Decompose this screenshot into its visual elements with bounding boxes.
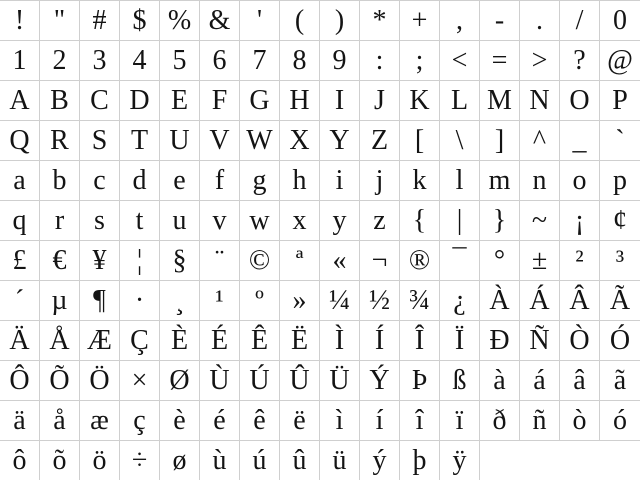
glyph-cell[interactable]: ¶ [80,281,120,321]
glyph-cell[interactable]: Ê [240,321,280,361]
glyph-cell[interactable]: T [120,121,160,161]
glyph-cell[interactable]: s [80,201,120,241]
glyph-cell[interactable]: f [200,161,240,201]
glyph-cell[interactable]: € [40,241,80,281]
glyph-cell[interactable]: 7 [240,41,280,81]
charmap-row [0,41,640,81]
glyph-cell[interactable]: Ô [0,361,40,401]
glyph-cell[interactable]: { [400,201,440,241]
glyph-cell[interactable]: » [280,281,320,321]
glyph-cell[interactable]: 6 [200,41,240,81]
glyph-cell[interactable]: é [200,401,240,441]
glyph-cell[interactable]: û [280,441,320,480]
glyph-cell[interactable]: g [240,161,280,201]
glyph-cell[interactable]: + [400,1,440,41]
glyph-cell[interactable]: ) [320,1,360,41]
glyph-cell[interactable]: ü [320,441,360,480]
glyph-cell[interactable]: 1 [0,41,40,81]
glyph-cell[interactable]: ¨ [200,241,240,281]
glyph-cell[interactable]: À [480,281,520,321]
glyph-cell[interactable]: Ï [440,321,480,361]
glyph-cell[interactable]: b [40,161,80,201]
glyph-cell[interactable]: ú [240,441,280,480]
glyph-cell[interactable]: ½ [360,281,400,321]
glyph-cell[interactable]: Ù [200,361,240,401]
glyph-cell[interactable]: î [400,401,440,441]
glyph-cell[interactable]: ë [280,401,320,441]
glyph-cell[interactable]: P [600,81,640,121]
glyph-cell[interactable]: ¸ [160,281,200,321]
glyph-cell[interactable]: Í [360,321,400,361]
glyph-cell[interactable]: q [0,201,40,241]
glyph-cell[interactable]: Ú [240,361,280,401]
glyph-cell[interactable]: 2 [40,41,80,81]
charmap-row [0,441,640,480]
glyph-cell[interactable]: Ü [320,361,360,401]
glyph-cell[interactable]: B [40,81,80,121]
glyph-cell[interactable]: Ö [80,361,120,401]
glyph-cell[interactable]: ê [240,401,280,441]
glyph-cell[interactable]: æ [80,401,120,441]
glyph-cell[interactable]: · [120,281,160,321]
empty-area [480,441,640,480]
glyph-cell[interactable]: ÷ [120,441,160,480]
glyph-cell[interactable]: > [520,41,560,81]
glyph-cell[interactable]: - [480,1,520,41]
glyph-cell[interactable]: Y [320,121,360,161]
glyph-cell[interactable]: 4 [120,41,160,81]
glyph-cell[interactable]: } [480,201,520,241]
glyph-cell[interactable]: Ë [280,321,320,361]
glyph-cell[interactable]: Ð [480,321,520,361]
glyph-cell[interactable]: | [440,201,480,241]
glyph-cell[interactable]: õ [40,441,80,480]
glyph-cell[interactable]: § [160,241,200,281]
glyph-cell[interactable]: ; [400,41,440,81]
glyph-cell[interactable]: D [120,81,160,121]
glyph-cell[interactable]: ÿ [440,441,480,480]
glyph-cell[interactable]: y [320,201,360,241]
glyph-cell[interactable]: ¦ [120,241,160,281]
glyph-cell[interactable]: _ [560,121,600,161]
glyph-cell[interactable]: . [520,1,560,41]
glyph-cell[interactable]: # [80,1,120,41]
glyph-cell[interactable]: j [360,161,400,201]
glyph-cell[interactable]: F [200,81,240,121]
glyph-cell[interactable]: ñ [520,401,560,441]
glyph-cell[interactable]: © [240,241,280,281]
glyph-cell[interactable]: ß [440,361,480,401]
glyph-cell[interactable]: ² [560,241,600,281]
glyph-cell[interactable]: É [200,321,240,361]
glyph-cell[interactable]: : [360,41,400,81]
glyph-cell[interactable]: w [240,201,280,241]
glyph-cell[interactable]: k [400,161,440,201]
glyph-cell[interactable]: 9 [320,41,360,81]
glyph-cell[interactable]: Ì [320,321,360,361]
charmap-row [0,321,640,361]
glyph-cell[interactable]: ø [160,441,200,480]
glyph-cell[interactable]: e [160,161,200,201]
glyph-cell[interactable]: , [440,1,480,41]
glyph-cell[interactable]: p [600,161,640,201]
glyph-cell[interactable]: 0 [600,1,640,41]
glyph-cell[interactable]: ` [600,121,640,161]
glyph-cell[interactable]: E [160,81,200,121]
glyph-cell[interactable]: á [520,361,560,401]
glyph-cell[interactable]: @ [600,41,640,81]
glyph-cell[interactable]: X [280,121,320,161]
glyph-cell[interactable]: ^ [520,121,560,161]
glyph-cell[interactable]: Æ [80,321,120,361]
glyph-cell[interactable]: z [360,201,400,241]
glyph-cell[interactable]: µ [40,281,80,321]
glyph-cell[interactable]: þ [400,441,440,480]
charmap-row [0,401,640,441]
glyph-cell[interactable]: H [280,81,320,121]
glyph-cell[interactable]: i [320,161,360,201]
glyph-cell[interactable]: C [80,81,120,121]
glyph-cell[interactable]: ý [360,441,400,480]
charmap-row [0,201,640,241]
glyph-cell[interactable]: Q [0,121,40,161]
glyph-cell[interactable]: « [320,241,360,281]
glyph-cell[interactable]: ! [0,1,40,41]
glyph-cell[interactable]: ¢ [600,201,640,241]
glyph-cell[interactable]: ° [480,241,520,281]
glyph-cell[interactable]: à [480,361,520,401]
glyph-cell[interactable]: ³ [600,241,640,281]
glyph-cell[interactable]: L [440,81,480,121]
glyph-cell[interactable]: R [40,121,80,161]
glyph-cell[interactable]: Ø [160,361,200,401]
glyph-cell[interactable]: ó [600,401,640,441]
glyph-cell[interactable]: ¼ [320,281,360,321]
glyph-cell[interactable]: £ [0,241,40,281]
glyph-cell[interactable]: 8 [280,41,320,81]
glyph-cell[interactable]: ¡ [560,201,600,241]
glyph-cell[interactable]: < [440,41,480,81]
glyph-cell[interactable]: S [80,121,120,161]
glyph-cell[interactable]: " [40,1,80,41]
glyph-cell[interactable]: h [280,161,320,201]
glyph-cell[interactable]: å [40,401,80,441]
glyph-cell[interactable]: A [0,81,40,121]
glyph-cell[interactable]: d [120,161,160,201]
glyph-cell[interactable]: Ý [360,361,400,401]
glyph-cell[interactable]: ã [600,361,640,401]
glyph-cell[interactable]: ç [120,401,160,441]
glyph-cell[interactable]: Á [520,281,560,321]
glyph-cell[interactable]: / [560,1,600,41]
glyph-cell[interactable]: l [440,161,480,201]
glyph-cell[interactable]: ¾ [400,281,440,321]
glyph-cell[interactable]: M [480,81,520,121]
glyph-cell[interactable]: Ò [560,321,600,361]
glyph-cell[interactable]: Þ [400,361,440,401]
glyph-cell[interactable]: ¥ [80,241,120,281]
glyph-cell[interactable]: 5 [160,41,200,81]
glyph-cell[interactable]: Û [280,361,320,401]
glyph-cell[interactable]: u [160,201,200,241]
charmap-row [0,121,640,161]
glyph-cell[interactable]: Ä [0,321,40,361]
glyph-cell[interactable]: Ñ [520,321,560,361]
glyph-cell[interactable]: ù [200,441,240,480]
glyph-cell[interactable]: ª [280,241,320,281]
glyph-cell[interactable]: O [560,81,600,121]
glyph-cell[interactable]: U [160,121,200,161]
glyph-cell[interactable]: ¿ [440,281,480,321]
glyph-cell[interactable]: ] [480,121,520,161]
glyph-cell[interactable]: $ [120,1,160,41]
glyph-cell[interactable]: è [160,401,200,441]
glyph-cell[interactable]: Õ [40,361,80,401]
glyph-cell[interactable]: a [0,161,40,201]
glyph-cell[interactable]: V [200,121,240,161]
glyph-cell[interactable]: v [200,201,240,241]
glyph-cell[interactable]: ¯ [440,241,480,281]
glyph-cell[interactable]: ¹ [200,281,240,321]
glyph-cell[interactable]: ð [480,401,520,441]
glyph-cell[interactable]: ~ [520,201,560,241]
glyph-cell[interactable]: ® [400,241,440,281]
glyph-cell[interactable]: ? [560,41,600,81]
glyph-cell[interactable]: G [240,81,280,121]
glyph-cell[interactable]: í [360,401,400,441]
glyph-cell[interactable]: o [560,161,600,201]
glyph-cell[interactable]: K [400,81,440,121]
glyph-cell[interactable]: Î [400,321,440,361]
glyph-cell[interactable]: ä [0,401,40,441]
glyph-cell[interactable]: [ [400,121,440,161]
glyph-cell[interactable]: × [120,361,160,401]
glyph-cell[interactable]: Â [560,281,600,321]
glyph-cell[interactable]: ò [560,401,600,441]
glyph-cell[interactable]: r [40,201,80,241]
charmap-row [0,1,640,41]
glyph-cell[interactable]: m [480,161,520,201]
glyph-cell[interactable]: ' [240,1,280,41]
glyph-cell[interactable]: ¬ [360,241,400,281]
glyph-cell[interactable]: t [120,201,160,241]
glyph-cell[interactable]: \ [440,121,480,161]
glyph-cell[interactable]: % [160,1,200,41]
glyph-cell[interactable]: Å [40,321,80,361]
glyph-cell[interactable]: ± [520,241,560,281]
glyph-cell[interactable]: * [360,1,400,41]
glyph-cell[interactable]: ô [0,441,40,480]
glyph-cell[interactable]: c [80,161,120,201]
glyph-cell[interactable]: ´ [0,281,40,321]
glyph-cell[interactable]: È [160,321,200,361]
glyph-cell[interactable]: & [200,1,240,41]
glyph-cell[interactable]: Z [360,121,400,161]
glyph-cell[interactable]: Ã [600,281,640,321]
glyph-cell[interactable]: ï [440,401,480,441]
glyph-cell[interactable]: I [320,81,360,121]
glyph-cell[interactable]: ö [80,441,120,480]
glyph-cell[interactable]: Ó [600,321,640,361]
charmap-row [0,81,640,121]
glyph-cell[interactable]: 3 [80,41,120,81]
glyph-cell[interactable]: º [240,281,280,321]
glyph-cell[interactable]: â [560,361,600,401]
glyph-cell[interactable]: ì [320,401,360,441]
glyph-cell[interactable]: ( [280,1,320,41]
glyph-cell[interactable]: = [480,41,520,81]
glyph-cell[interactable]: n [520,161,560,201]
glyph-cell[interactable]: Ç [120,321,160,361]
glyph-cell[interactable]: W [240,121,280,161]
charmap-row [0,281,640,321]
charmap-row [0,361,640,401]
glyph-cell[interactable]: J [360,81,400,121]
charmap-row [0,241,640,281]
glyph-cell[interactable]: x [280,201,320,241]
charmap-row [0,161,640,201]
glyph-cell[interactable]: N [520,81,560,121]
